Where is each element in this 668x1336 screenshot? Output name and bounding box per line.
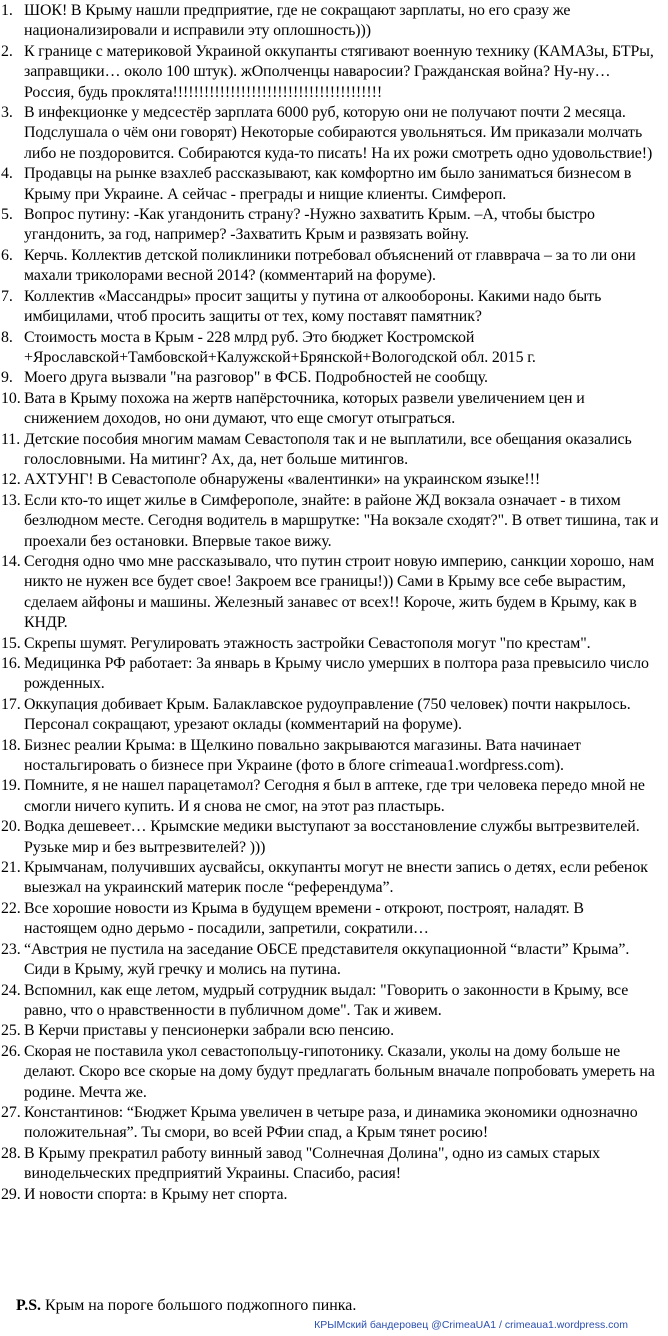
list-item [0, 858, 660, 899]
list-item [0, 736, 660, 777]
list-item-text: Вата в Крыму похожа на жертв напёрсточника, которых развели увеличением цен и снижением доходов, но они думают, что еще смогут отыграться. [24, 389, 585, 428]
list-item-text: В Крыму прекратил работу винный завод "Солнечная Долина", одно из самых старых винодельческих предприятий Украины. Спасибо, расия! [24, 1144, 600, 1183]
list-item [0, 817, 660, 858]
list-item [0, 899, 660, 940]
postscript-text: Крым на пороге большого поджопного пинка. [41, 1297, 357, 1314]
list-item-number: 18. [1, 736, 21, 754]
list-item-text: Продавцы на рынке взахлеб рассказывают, как комфортно им было заниматься бизнесом в Крыму при Украине. А сейчас - преграды и нищие клиенты. Симфероп. [24, 165, 632, 203]
list-item [0, 1, 660, 42]
list-item [0, 246, 660, 287]
list-item-number: 21. [1, 859, 21, 877]
list-item-number: 1. [1, 2, 13, 19]
list-item [0, 389, 660, 430]
list-item-number: 25. [1, 1022, 21, 1040]
list-item-text: Помните, я не нашел парацетамол? Сегодня я был в аптеке, где три человека передо мной не смогли ничего купить. И я снова не смог, на этот раз пластырь. [24, 777, 645, 815]
list-item-number: 8. [1, 328, 13, 346]
list-item-number: 13. [1, 491, 21, 509]
footer-credit: КРЫМский бандеровец @CrimeaUA1 / crimeaua1.wordpress.com [314, 1319, 628, 1331]
list-item [0, 368, 660, 388]
list-item-text: И новости спорта: в Крыму нет спорта. [24, 1185, 288, 1203]
list-item-number: 27. [1, 1103, 21, 1121]
list-item [0, 776, 660, 817]
list-item-number: 4. [1, 165, 13, 183]
list-item-text: Оккупация добивает Крым. Балаклавское рудоуправление (750 человек) почти накрылось. Персонал сокращают, урезают оклады (комментарий на форуме). [24, 695, 631, 734]
list-item-text: Стоимость моста в Крым - 228 млрд руб. Это бюджет Костромской +Ярославской+Тамбовской+Калужской+Брянской+Вологодской обл. 2015 г. [24, 328, 536, 366]
list-item-number: 16. [1, 655, 21, 672]
list-item-number: 22. [1, 899, 21, 917]
list-item [0, 430, 660, 471]
list-item [0, 1103, 660, 1144]
list-item-number: 19. [1, 777, 21, 795]
list-item-text: Водка дешевеет… Крымские медики выступают за восстановление службы вытрезвителей. Рузьке мир и без вытрезвителей? ))) [24, 818, 640, 856]
postscript-label: P.S. [16, 1297, 42, 1314]
list-item-number: 23. [1, 940, 21, 958]
list-item-number: 10. [1, 389, 21, 407]
list-item [0, 103, 660, 164]
list-item-text: Все хорошие новости из Крыма в будущем времени - откроют, построят, наладят. В настоящем одно дерьмо - посадили, запретили, сократили… [24, 899, 584, 938]
list-item-number: 15. [1, 634, 21, 652]
list-item [0, 205, 660, 246]
list-item [0, 552, 660, 634]
list-item-text: Скрепы шумят. Регулировать этажность застройки Севастополя могут "по крестам". [24, 634, 591, 652]
list-item-text: Вопрос путину: -Как угандонить страну? -Нужно захватить Крым. –А, чтобы быстро угандонить, за год, например? -Захватить Крым и развязать войну. [24, 206, 595, 244]
list-item-number: 7. [1, 287, 13, 305]
list-item-text: Медицинка РФ работает: За январь в Крыму число умерших в полтора раза превысило число рожденных. [24, 655, 649, 693]
list-item [0, 42, 660, 103]
list-item-number: 26. [1, 1042, 21, 1060]
list-item [0, 654, 660, 695]
list-item-text: Сегодня одно чмо мне рассказывало, что путин строит новую империю, санкции хорошо, нам никто не нужен все будет свое! Закроем все границы!)) Сами в Крыму все себе вырастим, сделаем айфоны и машины. Железный занавес от всех!! Короче, жить будем в Крыму, как в КНДР. [24, 552, 655, 632]
list-item-text: Крымчанам, получивших аусвайсы, оккупанты могут не внести запись о детях, если ребенок выезжал на украинский материк после “референдума”. [24, 859, 648, 897]
list-item [0, 328, 660, 369]
list-item-text: Детские пособия многим мамам Севастополя так и не выплатили, все обещания оказались голословными. На митинг? Ах, да, нет больше митингов. [24, 430, 632, 468]
list-item-text: Бизнес реалии Крыма: в Щелкино повально закрываются магазины. Вата начинает ностальгировать о бизнесе при Украине (фото в блоге crimeaua1.wordpress.com). [24, 736, 581, 775]
list-item [0, 1042, 660, 1103]
list-item [0, 491, 660, 552]
list-item [0, 470, 660, 490]
list-item [0, 695, 660, 736]
list-item-number: 20. [1, 818, 21, 836]
list-item-text: Коллектив «Массандры» просит защиты у путина от алкообороны. Какими надо быть имбицилами, чтоб просить защиты от тех, кому поставят памятник? [24, 287, 602, 326]
list-item-number: 29. [1, 1185, 21, 1203]
list-item-text: К границе с материковой Украиной оккупанты стягивают военную технику (КАМАЗы, БТРы, заправщики… около 100 штук). жОполченцы наваросии? Гражданская война? Ну-ну… Россия, будь проклята!!!!!!!!!!!!!!!!!!!!!!!!!!!!!!!!!!!!!!!! [24, 42, 654, 101]
list-item-number: 3. [1, 104, 13, 122]
list-item-text: ШОК! В Крыму нашли предприятие, где не сокращают зарплаты, но его сразу же национализировали и исправили эту оплошность))) [24, 2, 571, 40]
list-item [0, 981, 660, 1022]
list-item-number: 9. [1, 369, 13, 387]
news-list [0, 1, 660, 1205]
list-item [0, 634, 660, 654]
list-item-number: 6. [1, 246, 13, 264]
list-item-number: 17. [1, 695, 21, 713]
postscript [16, 1296, 356, 1316]
list-item-number: 11. [1, 430, 21, 448]
list-item-number: 5. [1, 206, 13, 224]
list-item-text: Если кто-то ищет жилье в Симферополе, знайте: в районе ЖД вокзала означает - в тихом безлюдном месте. Сегодня водитель в маршрутке: "На вокзале сходят?". В ответ тишина, так и проехали без остановки. Впервые такое вижу. [24, 491, 659, 550]
list-item [0, 1021, 660, 1041]
list-item-text: АХТУНГ! В Севастополе обнаружены «валентинки» на украинском языке!!! [24, 471, 541, 489]
list-item-text: В инфекционке у медсестёр зарплата 6000 руб, которую они не получают почти 2 месяца. Подслушала о чём они говорят) Некоторые собираются увольняться. Им приказали молчать либо не поздоровится. Собираются куда-то писать! На их рожи смотреть одно удовольствие!) [24, 104, 653, 162]
list-item [0, 164, 660, 205]
list-item [0, 1185, 660, 1205]
list-item-text: Керчь. Коллектив детской поликлиники потребовал объяснений от главврача – за то ли они махали триколорами весной 2014? (комментарий на форуме). [24, 246, 636, 285]
list-item-text: “Австрия не пустила на заседание ОБСЕ представителя оккупационной “власти” Крыма”. Сиди в Крыму, жуй гречку и молись на путина. [24, 940, 630, 979]
list-item-number: 2. [1, 42, 13, 60]
list-item-number: 24. [1, 981, 21, 999]
list-item [0, 940, 660, 981]
list-item-text: Вспомнил, как еще летом, мудрый сотрудник выдал: "Говорить о законности в Крыму, все равно, что о нравственности в публичном доме". Так и живем. [24, 981, 629, 1019]
list-item-number: 12. [1, 471, 21, 489]
list-item-text: Скорая не поставила укол севастопольцу-гипотонику. Сказали, уколы на дому больше не делают. Скоро все скорые на дому будут предлагать больным вначале попробовать умереть на родине. Мечта же. [24, 1042, 655, 1101]
list-item-number: 14. [1, 552, 21, 570]
list-item [0, 1144, 660, 1185]
list-item-text: Моего друга вызвали "на разговор" в ФСБ. Подробностей не сообщу. [24, 369, 488, 387]
list-item-text: Константинов: “Бюджет Крыма увеличен в четыре раза, и динамика экономики однозначно положительная”. Ты смори, во всей РФии спад, а Крым тянет росию! [24, 1103, 638, 1142]
list-item-text: В Керчи приставы у пенсионерки забрали всю пенсию. [24, 1022, 394, 1040]
list-item-number: 28. [1, 1144, 21, 1162]
list-item [0, 287, 660, 328]
